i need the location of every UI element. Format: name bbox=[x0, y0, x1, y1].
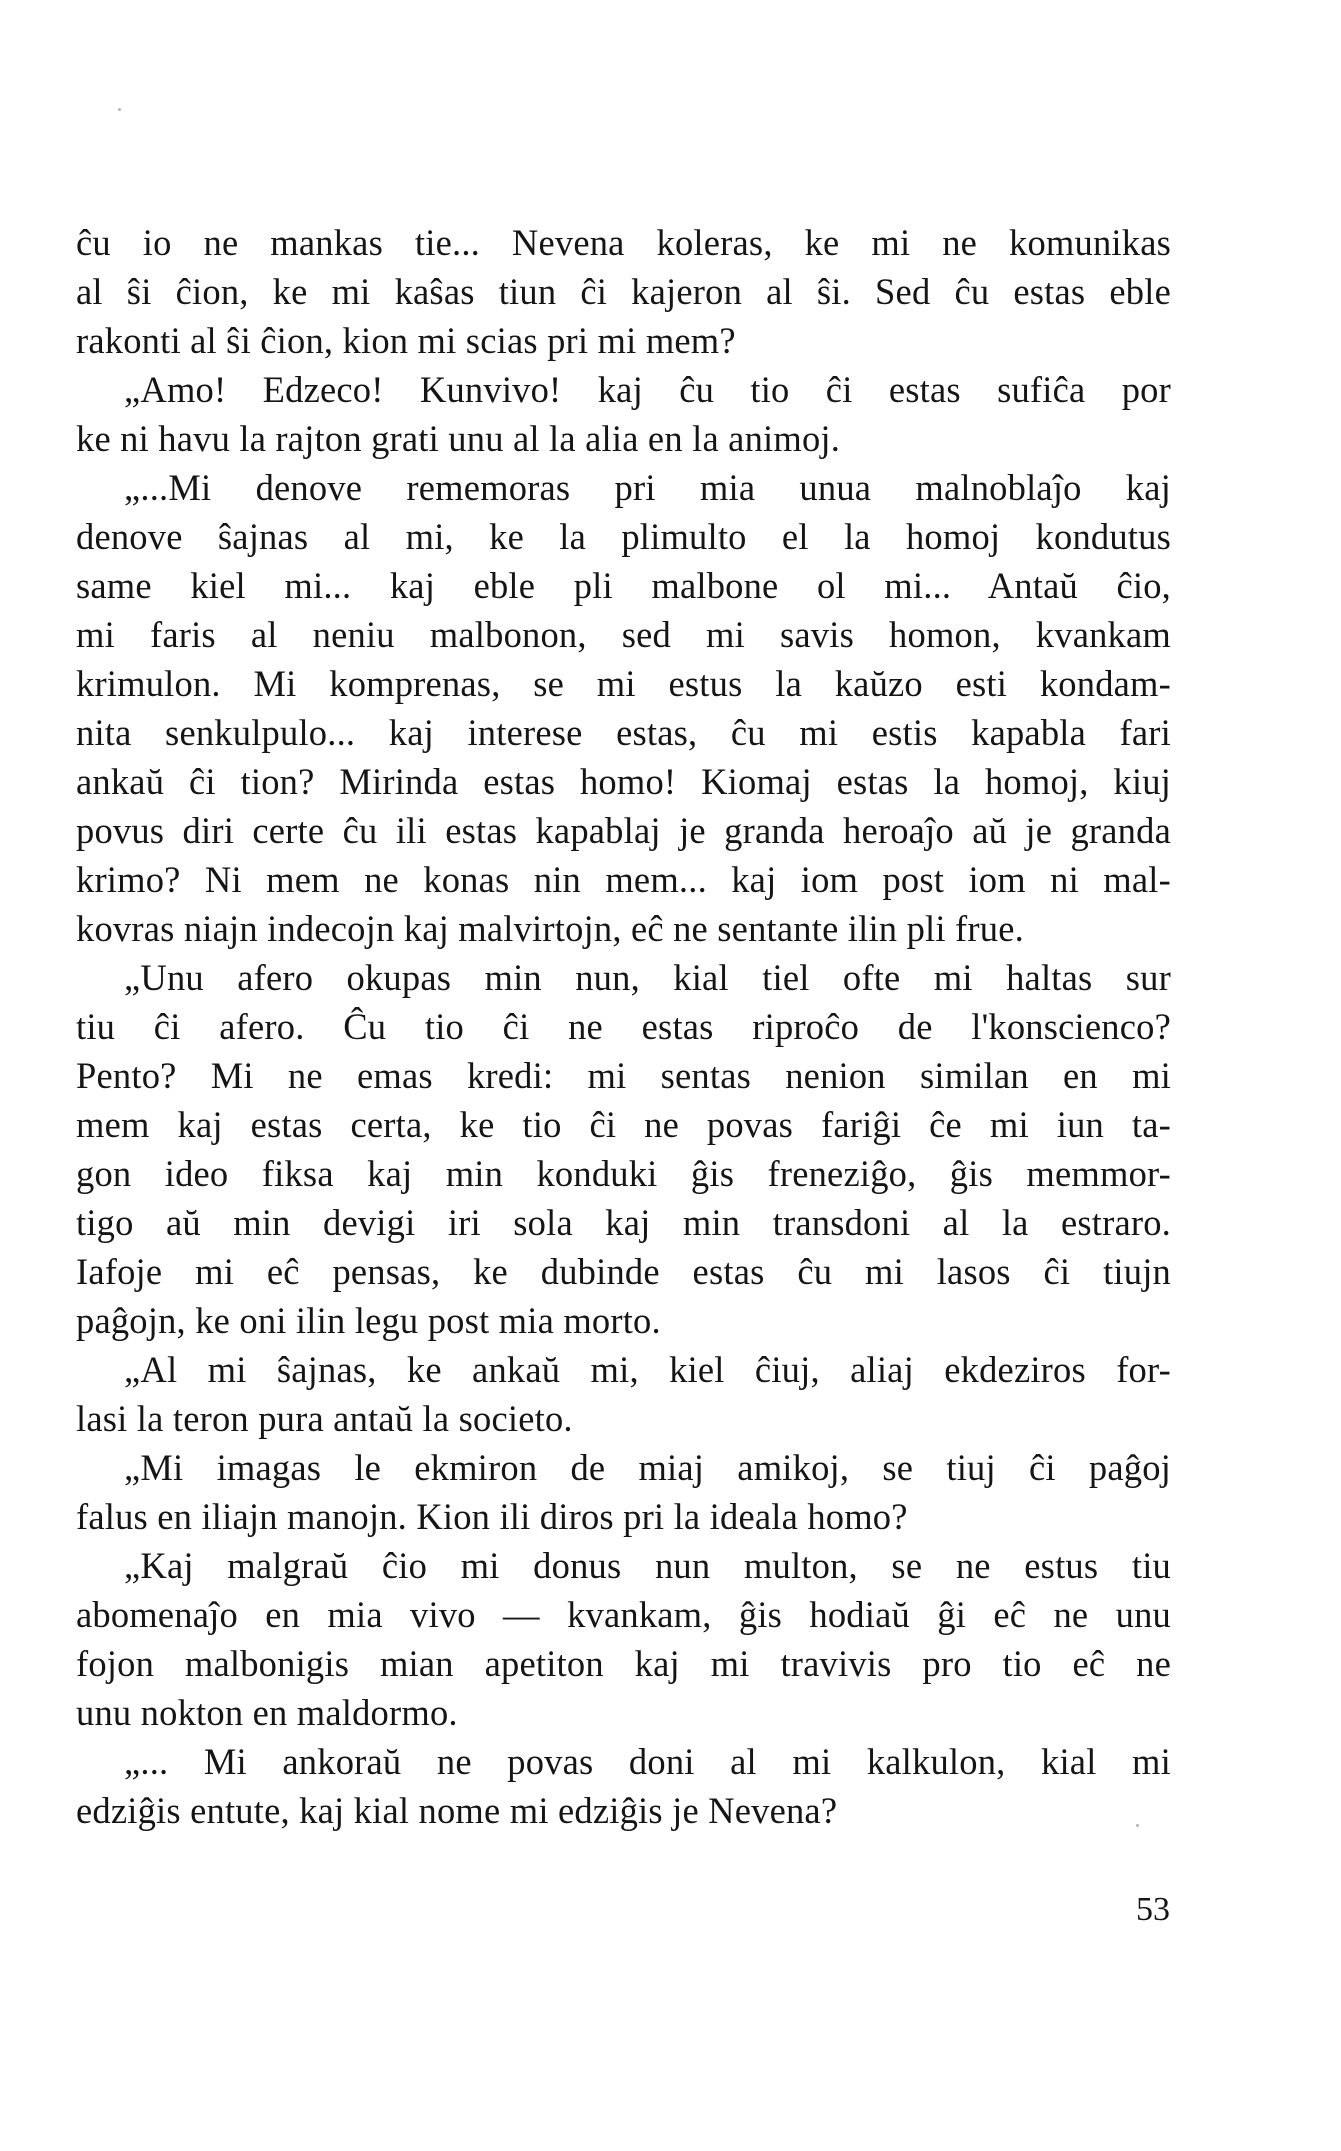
text-line: fojon malbonigis mian apetiton kaj mi travivis pro tio eĉ ne bbox=[76, 1643, 1171, 1684]
text-line: „Mi imagas le ekmiron de miaj amikoj, se tiuj ĉi paĝoj bbox=[124, 1447, 1171, 1488]
text-line: „Unu afero okupas min nun, kial tiel ofte mi haltas sur bbox=[124, 957, 1171, 998]
text-line: krimo? Ni mem ne konas nin mem... kaj iom post iom ni mal- bbox=[76, 859, 1171, 900]
paper-speck bbox=[118, 108, 121, 111]
text-line: nita senkulpulo... kaj interese estas, ĉu mi estis kapabla fari bbox=[76, 712, 1171, 753]
text-line: ankaŭ ĉi tion? Mirinda estas homo! Kiomaj estas la homoj, kiuj bbox=[76, 761, 1171, 802]
text-line: tiu ĉi afero. Ĉu tio ĉi ne estas riproĉo de l'konscienco? bbox=[76, 1006, 1171, 1047]
text-line: povus diri certe ĉu ili estas kapablaj je granda heroaĵo aŭ je granda bbox=[76, 810, 1171, 851]
text-line: „Kaj malgraŭ ĉio mi donus nun multon, se ne estus tiu bbox=[124, 1545, 1171, 1586]
text-line: same kiel mi... kaj eble pli malbone ol mi... Antaŭ ĉio, bbox=[76, 565, 1171, 606]
page-number: 53 bbox=[1136, 1891, 1170, 1928]
text-line: kovras niajn indecojn kaj malvirtojn, eĉ ne sentante ilin pli frue. bbox=[76, 908, 1024, 949]
text-line: falus en iliajn manojn. Kion ili diros pri la ideala homo? bbox=[76, 1496, 908, 1537]
text-line: unu nokton en maldormo. bbox=[76, 1692, 458, 1733]
text-line: denove ŝajnas al mi, ke la plimulto el la homoj kondutus bbox=[76, 516, 1171, 557]
text-line: paĝojn, ke oni ilin legu post mia morto. bbox=[76, 1300, 661, 1341]
text-line: mi faris al neniu malbonon, sed mi savis homon, kvankam bbox=[76, 614, 1171, 655]
text-line: „... Mi ankoraŭ ne povas doni al mi kalkulon, kial mi bbox=[124, 1741, 1171, 1782]
text-line: gon ideo fiksa kaj min konduki ĝis freneziĝo, ĝis memmor- bbox=[76, 1153, 1171, 1194]
text-line: Iafoje mi eĉ pensas, ke dubinde estas ĉu mi lasos ĉi tiujn bbox=[76, 1251, 1171, 1292]
text-line: edziĝis entute, kaj kial nome mi edziĝis je Nevena? bbox=[76, 1790, 838, 1831]
text-line: lasi la teron pura antaŭ la societo. bbox=[76, 1398, 573, 1439]
text-line: „Al mi ŝajnas, ke ankaŭ mi, kiel ĉiuj, aliaj ekdeziros for- bbox=[124, 1349, 1171, 1390]
text-line: tigo aŭ min devigi iri sola kaj min transdoni al la estraro. bbox=[76, 1202, 1171, 1243]
text-line: mem kaj estas certa, ke tio ĉi ne povas fariĝi ĉe mi iun ta- bbox=[76, 1104, 1171, 1145]
text-line: rakonti al ŝi ĉion, kion mi scias pri mi mem? bbox=[76, 320, 736, 361]
paper-speck bbox=[1136, 1824, 1139, 1827]
text-line: Pento? Mi ne emas kredi: mi sentas nenion similan en mi bbox=[76, 1055, 1171, 1096]
body-text bbox=[76, 218, 1171, 1835]
text-line: al ŝi ĉion, ke mi kaŝas tiun ĉi kajeron al ŝi. Sed ĉu estas eble bbox=[76, 271, 1171, 312]
text-line: ĉu io ne mankas tie... Nevena koleras, ke mi ne komunikas bbox=[76, 222, 1171, 263]
text-line: krimulon. Mi komprenas, se mi estus la kaŭzo esti kondam- bbox=[76, 663, 1171, 704]
text-line: ke ni havu la rajton grati unu al la alia en la animoj. bbox=[76, 418, 841, 459]
text-line: „...Mi denove rememoras pri mia unua malnoblaĵo kaj bbox=[124, 467, 1171, 508]
text-line: „Amo! Edzeco! Kunvivo! kaj ĉu tio ĉi estas sufiĉa por bbox=[124, 369, 1171, 410]
text-line: abomenaĵo en mia vivo — kvankam, ĝis hodiaŭ ĝi eĉ ne unu bbox=[76, 1594, 1171, 1635]
